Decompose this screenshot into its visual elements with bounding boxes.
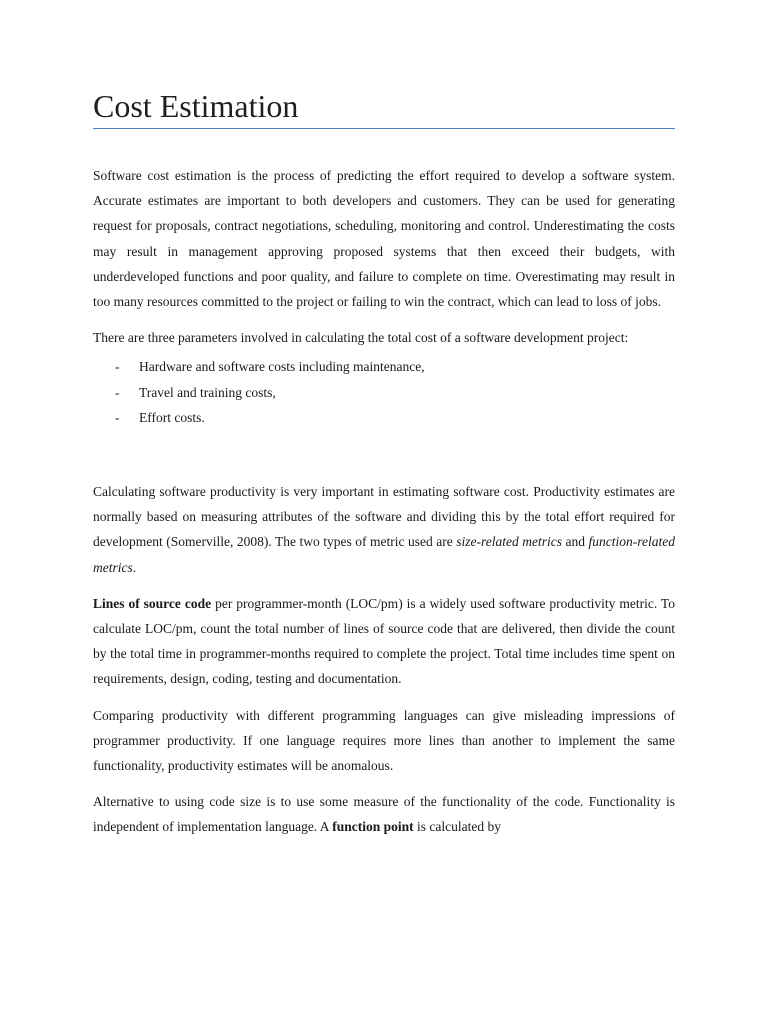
paragraph-comparing: Comparing productivity with different programming languages can give misleading impressions of programmer productivity. If one language requires more lines than another to implement the same functionality, productivity estimates will be anomalous.: [93, 707, 675, 774]
section-spacer: [93, 430, 675, 479]
list-item: [93, 380, 675, 405]
list-item-text: Travel and training costs,: [139, 384, 276, 400]
conjunction-text: and: [562, 534, 589, 550]
list-marker: -: [115, 409, 120, 425]
list-marker: -: [115, 384, 120, 400]
paragraph-text: Alternative to using code size is to use some measure of the functionality of the code. Functionality is independent of implementation language. A: [93, 794, 675, 835]
term-size-related-metrics: size-related metrics: [456, 534, 562, 550]
paragraph-end-text: is calculated by: [413, 819, 501, 835]
paragraph-productivity: [93, 479, 675, 580]
parameters-list: [93, 354, 675, 430]
document-body: [93, 163, 675, 851]
paragraph-parameters: There are three parameters involved in calculating the total cost of a software development project:: [93, 330, 629, 346]
paragraph-text: per programmer-month (LOC/pm) is a widely used software productivity metric. To calculate LOC/pm, count the total number of lines of source code that are delivered, then divide the count by the total time in programmer-months required to complete the project. Total time includes time spent on requirements, design, coding, testing and documentation.: [93, 595, 675, 687]
term-function-related-metrics: function-related metrics: [93, 534, 675, 575]
title-divider: [93, 128, 675, 129]
list-item-text: Hardware and software costs including maintenance,: [139, 359, 425, 375]
term-lines-of-source-code: Lines of source code: [93, 595, 212, 611]
paragraph-text: Calculating software productivity is very important in estimating software cost. Productivity estimates are normally based on measuring attributes of the software and dividing this by the total effort required for development (Somerville, 2008). The two types of metric used are: [93, 484, 675, 550]
paragraph-intro: Software cost estimation is the process of predicting the effort required to develop a software system. Accurate estimates are important to both developers and customers. They can be used for generating request for proposals, contract negotiations, scheduling, monitoring and control. Underestimating the costs may result in management approving proposed systems that then exceed their budgets, with underdeveloped functions and poor quality, and failure to complete on time. Overestimating may result in too many resources committed to the project or failing to win the contract, which can lead to loss of jobs.: [93, 168, 675, 310]
term-function-point: function point: [332, 819, 414, 835]
list-marker: -: [115, 359, 120, 375]
list-item: [93, 405, 675, 430]
paragraph-loc: [93, 591, 675, 692]
paragraph-end-text: .: [132, 559, 137, 575]
paragraph-function-point: [93, 789, 675, 839]
page-title: Cost Estimation: [93, 88, 299, 124]
list-item-text: Effort costs.: [139, 409, 205, 425]
list-item: [93, 354, 675, 379]
